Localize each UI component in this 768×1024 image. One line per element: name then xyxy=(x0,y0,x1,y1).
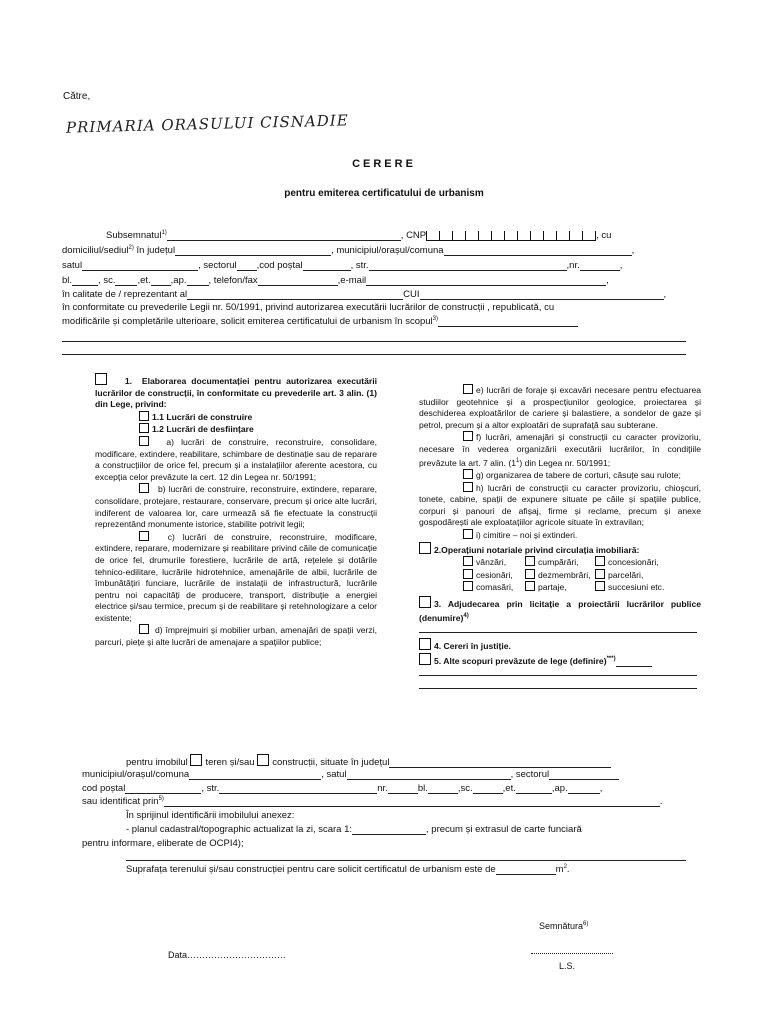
option-partaje: partaje, xyxy=(538,582,567,593)
annex-intro: În sprijinul identificării imobilului anexez: xyxy=(126,810,295,821)
checkbox-f[interactable] xyxy=(463,431,473,441)
option-vanzari: vânzări, xyxy=(476,557,507,568)
checkbox-succesiuni[interactable] xyxy=(595,581,605,591)
seal-label: L.S. xyxy=(559,961,576,971)
label-judet: construcții, situate în județul xyxy=(272,757,390,768)
scale-field[interactable] xyxy=(352,824,426,835)
property-village-field[interactable] xyxy=(347,769,511,780)
surface-field[interactable] xyxy=(496,864,556,875)
label-sc: , sc. xyxy=(98,275,116,286)
section-5-line-2[interactable] xyxy=(419,688,697,689)
label-1-1: 1.1 Lucrări de construire xyxy=(152,411,253,422)
item-c: c) lucrări de construire, reconstruire, modificare, extindere, reparare, modernizare și reabilitare privind căile de comunicație de orice fel, drumurile forestiere, lucrările de artă, rețelele și dotările tehnico-edilitare, lucrările hidrotehnice, amenajările de albii, lucrările de îmbunătățiri funciare, lucrările de instalații de infrastructură, lucrările pentru noi capacități de producere, transport, distribuție a energiei electrice și/sau termice, precum și de reabilitare și retehnologizare a celor existente; xyxy=(95,531,378,623)
section-1-number: 1. xyxy=(124,376,132,386)
label-ap: ,ap. xyxy=(170,275,187,286)
label-unit: m xyxy=(555,864,564,876)
unit-exponent: 2 xyxy=(563,864,567,870)
label-cnp: , CNP xyxy=(400,230,427,242)
village-field[interactable] xyxy=(82,260,198,271)
section-5-line-1[interactable] xyxy=(419,675,697,676)
footnote-ref: 5) xyxy=(158,796,164,802)
law-reference: în conformitate cu prevederile Legii nr. 50/1991, privind autorizarea executării lucrărilor de construcții , republicată, cu xyxy=(62,302,555,313)
checkbox-i[interactable] xyxy=(463,529,473,539)
applicant-line-1 xyxy=(106,230,611,241)
item-b: b) lucrări de construire, reconstruire, extindere, reparare, consolidare, protejare, restaurare, conservare, precum și orice alte lucrări, indiferent de valoarea lor, care urmează să fie efectuate la construcții reprezentând monumente istorice, stabilite potrivit legii; xyxy=(95,484,377,530)
label-str: , str. xyxy=(350,260,369,271)
section-5-field[interactable] xyxy=(616,656,652,667)
checkbox-parcelari[interactable] xyxy=(595,569,605,579)
label-1-2: 1.2 Lucrări de desființare xyxy=(152,424,254,435)
checkbox-section-2[interactable] xyxy=(419,542,431,554)
item-e: e) lucrări de foraje și excavări necesare pentru efectuarea studiilor geotehnice și a prospecțiunilor geologice, proiectarea și deschiderea exploatărilor de cariere și balastiere, a sondelor de gaze și petrol, precum și a altor exploatări de suprafață sau subterane. xyxy=(419,385,701,430)
label-bl: bl. xyxy=(62,275,73,286)
purpose-left-column xyxy=(95,373,377,649)
label-reprezentant: în calitate de / reprezentant al xyxy=(62,289,188,300)
footnote-ref: 4) xyxy=(463,612,469,619)
property-street-field[interactable] xyxy=(219,783,377,794)
label-email: ,e-mail xyxy=(337,275,367,286)
footnote-ref: 2) xyxy=(128,245,134,251)
item-f-end: ) din Legea nr. 50/1991; xyxy=(519,457,611,468)
sector-field[interactable] xyxy=(237,260,257,271)
item-g: g) organizarea de tabere de corturi, căsuțe sau rulote; xyxy=(476,470,681,481)
checkbox-a[interactable] xyxy=(139,436,149,446)
property-line-4: sau identificat prin$^{5)}$ . xyxy=(82,796,663,808)
footnote-ref: 1) xyxy=(161,230,167,236)
checkbox-dezmembrari[interactable] xyxy=(525,569,535,579)
section-2-title: 2.Operațiuni notariale privind circulația imobiliară: xyxy=(434,544,640,555)
street-field[interactable] xyxy=(369,260,567,271)
label-cod-postal: cod poștal xyxy=(82,783,126,794)
item-a: a) lucrări de construire, reconstruire, consolidare, modificare, extindere, reabilitare, schimbare de destinație sau de reparare a construcțiilor de orice fel, precum și a instalațiilor aferente acestora, cu excepția celor prevăzute la cert. 12 din Legea nr. 50/1991; xyxy=(95,436,377,482)
item-i: i) cimitire – noi și extinderi. xyxy=(476,529,578,540)
label-et: ,et. xyxy=(137,275,151,286)
email-field[interactable] xyxy=(366,275,606,286)
applicant-line-4: bl. , sc. ,et. ,ap. , telefon/fax ,e-mail , xyxy=(62,275,609,286)
checkbox-constructii[interactable] xyxy=(257,754,269,766)
checkbox-1-1[interactable] xyxy=(139,411,149,421)
label-bl: bl. xyxy=(417,783,428,794)
section-3-line[interactable] xyxy=(419,632,697,633)
purpose-right-column xyxy=(419,384,701,689)
section-4-title: 4. Cereri în justiție. xyxy=(434,641,511,651)
purpose-field[interactable] xyxy=(438,316,578,327)
item-d: d) împrejmuiri și mobilier urban, amenajări de spații verzi, parcuri, piețe și alte lucrări de amenajare a spațiilor publice; xyxy=(95,625,378,648)
label-scop: modificările și completările ulterioare, solicit emiterea certificatului de urbanism în scopul xyxy=(62,316,433,328)
option-parcelari: parcelări, xyxy=(608,569,644,580)
apartment-field[interactable] xyxy=(187,275,209,286)
label-sc: ,sc. xyxy=(457,783,473,794)
label-cu: , cu xyxy=(596,230,612,242)
checkbox-concesionari[interactable] xyxy=(595,556,605,566)
label-municipiu: municipiul/orașul/comuna xyxy=(82,769,190,780)
footnote-ref: 6) xyxy=(583,921,589,927)
county-field[interactable] xyxy=(175,245,331,256)
label-str: , str. xyxy=(201,783,220,794)
label-plan-cadastral: - planul cadastral/topographic actualizat la zi, scara 1: xyxy=(126,824,353,835)
checkbox-e[interactable] xyxy=(463,384,473,394)
option-succesiuni: succesiuni etc. xyxy=(608,582,665,593)
applicant-line-2: domiciliul/sediul$^{2)}$ în județul , municipiul/orașul/comuna , xyxy=(62,245,635,257)
option-concesionari: concesionări, xyxy=(608,557,659,568)
footnote-ref: ***) xyxy=(606,655,616,662)
property-postal-field[interactable] xyxy=(125,783,201,794)
purpose-line-2[interactable] xyxy=(62,354,686,355)
representative-field[interactable] xyxy=(187,289,403,300)
property-apartment-field[interactable] xyxy=(568,783,600,794)
checkbox-1-2[interactable] xyxy=(139,423,149,433)
property-stair-field[interactable] xyxy=(473,783,503,794)
notarial-options xyxy=(419,556,701,594)
addressee-label: Către, xyxy=(63,91,91,102)
checkbox-h[interactable] xyxy=(463,482,473,492)
label-cui: CUI xyxy=(403,289,420,300)
stair-field[interactable] xyxy=(115,275,137,286)
postal-code-field[interactable] xyxy=(303,260,351,271)
option-cumparari: cumpărări, xyxy=(538,557,579,568)
checkbox-teren[interactable] xyxy=(190,754,202,766)
option-comasari: comasări, xyxy=(476,582,514,593)
applicant-line-3: satul , sectorul ,cod poștal , str. ,nr. , xyxy=(62,260,623,271)
property-floor-field[interactable] xyxy=(516,783,552,794)
label-imobil: pentru imobilul xyxy=(126,757,188,768)
annex-line xyxy=(126,824,582,835)
label-satul: satul xyxy=(62,260,83,271)
label-teren: teren și/sau xyxy=(205,757,255,768)
label-identificat: sau identificat prin xyxy=(82,796,159,808)
checkbox-c[interactable] xyxy=(139,531,149,541)
signature-label xyxy=(539,921,588,931)
label-ap: ,ap. xyxy=(551,783,568,794)
footnote-ref: 3) xyxy=(432,316,438,322)
name-field[interactable] xyxy=(167,230,401,241)
label-municipiu: , municipiul/orașul/comuna xyxy=(331,245,444,257)
property-county-field[interactable] xyxy=(389,757,611,768)
checkbox-comasari[interactable] xyxy=(463,581,473,591)
surface-line: Suprafața terenului și/sau construcției pentru care solicit certificatul de urbanism este de $m^2$. xyxy=(126,864,570,876)
section-5-title: 5. Alte scopuri prevăzute de lege (definire) xyxy=(434,655,607,666)
purpose-line-1[interactable] xyxy=(62,341,686,342)
checkbox-section-3[interactable] xyxy=(419,596,431,608)
label-extras: , precum și extrasul de carte funciară xyxy=(426,824,582,835)
label-sectorul: , sectorul xyxy=(198,260,237,271)
checkbox-b[interactable] xyxy=(139,483,149,493)
option-dezmembrari: dezmembrări, xyxy=(538,569,591,580)
city-field[interactable] xyxy=(444,245,632,256)
checkbox-g[interactable] xyxy=(463,469,473,479)
applicant-line-5: în calitate de / reprezentant al CUI , xyxy=(62,289,667,300)
signature-text: Semnătura xyxy=(539,921,584,931)
label-judet: în județul xyxy=(133,245,176,257)
section-1-title: Elaborarea documentației pentru autorizarea executării lucrărilor de construcții, în conformitate cu prevederile art. 3 alin. (1) din Lege, privind: xyxy=(95,376,377,410)
checkbox-vanzari[interactable] xyxy=(463,556,473,566)
label-cod-postal: ,cod poștal xyxy=(256,260,303,271)
phone-field[interactable] xyxy=(258,275,338,286)
document-subtitle: pentru emiterea certificatului de urbanism xyxy=(284,188,484,199)
checkbox-section-4[interactable] xyxy=(419,638,431,650)
section-3-title: 3. Adjudecarea prin licitație a proiectării lucrărilor publice (denumire) xyxy=(419,598,701,623)
label-satul: , satul xyxy=(321,769,347,780)
checkbox-cesionari[interactable] xyxy=(463,569,473,579)
label-telefon: , telefon/fax xyxy=(208,275,258,286)
checkbox-cumparari[interactable] xyxy=(525,556,535,566)
label-sectorul: , sectorul xyxy=(510,769,550,780)
property-number-field[interactable] xyxy=(388,783,418,794)
property-line-2 xyxy=(82,769,619,780)
document-title: CERERE xyxy=(352,158,416,170)
item-h: h) lucrări de construcții cu caracter provizoriu, chioșcuri, tonete, cabine, spații de expunere situate pe căile și spațiile publice, corpuri și panouri de afișaj, firme și reclame, precum și anexe gospodărești ale exploatațiilor agricole situate în extravilan; xyxy=(419,482,701,528)
label-nr: nr. xyxy=(377,783,388,794)
checkbox-partaje[interactable] xyxy=(525,581,535,591)
item-f: f) lucrări, amenajări și construcții cu caracter provizoriu, necesare în vederea organizării executării lucrărilor, în condițiile prevăzute la art. 7 alin. (1 xyxy=(419,432,701,468)
footnote-ref: 1 xyxy=(515,457,520,464)
label-suprafata: Suprafața terenului și/sau construcției pentru care solicit certificatul de urbanism este de xyxy=(126,864,496,876)
checkbox-d[interactable] xyxy=(139,624,149,634)
property-city-field[interactable] xyxy=(189,769,321,780)
block-field[interactable] xyxy=(72,275,98,286)
separator-line xyxy=(126,860,686,861)
property-line-3: cod poștal , str. nr. bl. ,sc. ,et. ,ap. , xyxy=(82,783,603,794)
date-field[interactable]: Data…………………………… xyxy=(168,950,287,960)
floor-field[interactable] xyxy=(151,275,171,286)
identification-field[interactable] xyxy=(164,796,660,807)
property-line-1 xyxy=(126,754,611,768)
label-domiciliu: domiciliul/sediul xyxy=(62,245,129,257)
signature-field[interactable] xyxy=(531,947,613,954)
cnp-field[interactable] xyxy=(426,230,596,241)
checkbox-section-5[interactable] xyxy=(419,653,431,665)
cui-field[interactable] xyxy=(420,289,664,300)
number-field[interactable] xyxy=(580,260,620,271)
label-nr: ,nr. xyxy=(566,260,580,271)
annex-source: pentru informare, eliberate de OCPI4); xyxy=(82,838,244,849)
purpose-intro xyxy=(62,316,578,327)
property-sector-field[interactable] xyxy=(549,769,619,780)
checkbox-section-1[interactable] xyxy=(95,373,107,385)
label-et: ,et. xyxy=(502,783,516,794)
option-cesionari: cesionări, xyxy=(476,569,513,580)
recipient-handwritten: PRIMARIA ORASULUI CISNADIE xyxy=(65,111,349,137)
property-block-field[interactable] xyxy=(428,783,458,794)
label-subsemnatul: Subsemnatul xyxy=(106,230,162,242)
